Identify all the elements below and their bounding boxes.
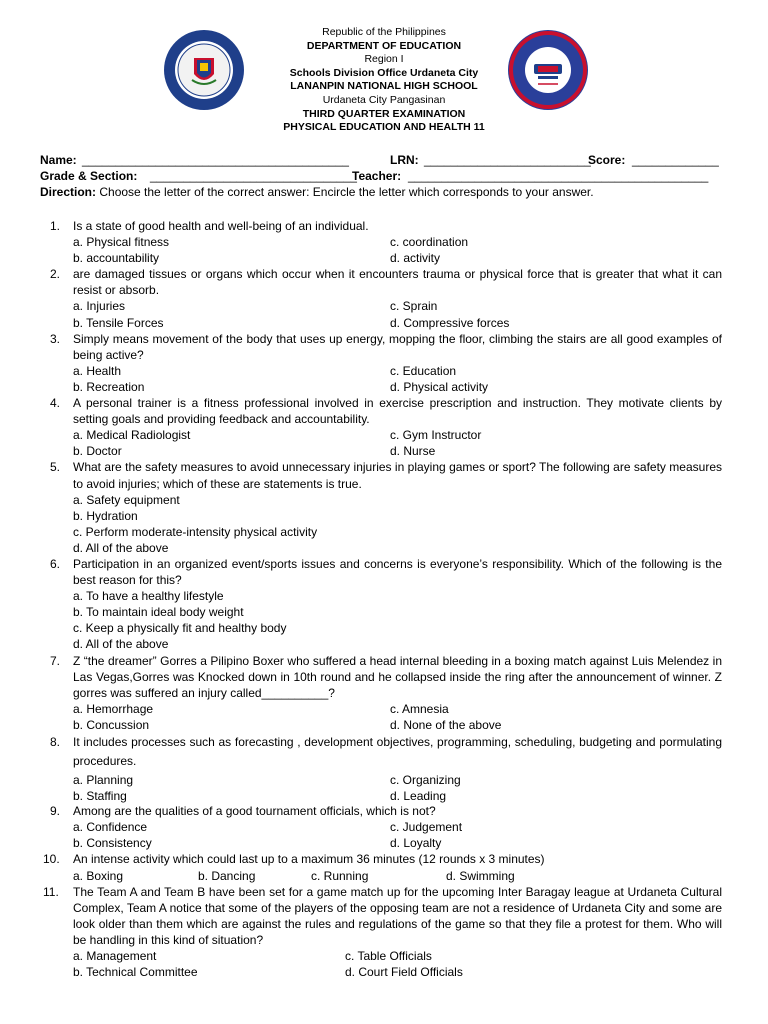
answer-choice[interactable]: a. Physical fitness (73, 235, 170, 250)
division-line: Schools Division Office Urdaneta City (289, 66, 479, 79)
name-field[interactable]: ________________________________________ (82, 153, 349, 167)
school-name: LANANPIN NATIONAL HIGH SCHOOL (290, 80, 478, 93)
question-number: 4. (50, 396, 61, 411)
department-line: DEPARTMENT OF EDUCATION (306, 39, 462, 52)
answer-choice[interactable]: c. Table Officials (345, 949, 432, 964)
lrn-label: LRN: (390, 153, 419, 167)
answer-choice[interactable]: c. Education (390, 363, 457, 378)
question-number: 7. (50, 653, 61, 668)
question-text: Among are the qualities of a good tournament officials, which is not? (73, 804, 436, 819)
region-line: Region I (364, 53, 404, 66)
question-text: Simply means movement of the body that uses up energy, mopping the floor, climbing the stairs are all good examples of being active? (73, 331, 722, 362)
teacher-label: Teacher: (352, 169, 402, 183)
answer-choice[interactable]: d. Leading (390, 789, 447, 804)
answer-choice[interactable]: c. Perform moderate-intensity physical activity (73, 524, 318, 539)
question-item (40, 459, 722, 556)
student-info (40, 152, 730, 200)
question-item (40, 653, 722, 733)
question-item (40, 884, 722, 981)
question-text: Participation in an organized event/sports issues and concerns is everyone’s responsibility. Which of the following is the best reason for this? (73, 556, 722, 588)
answer-choice[interactable]: b. Doctor (73, 444, 122, 459)
answer-choice[interactable]: d. Compressive forces (390, 315, 510, 330)
question-number: 6. (50, 556, 61, 571)
answer-choice[interactable]: c. Keep a physically fit and healthy body (73, 621, 287, 636)
answer-choice[interactable]: b. Consistency (73, 836, 152, 851)
question-item (40, 331, 722, 395)
answer-choice[interactable]: b. Technical Committee (73, 965, 198, 980)
name-label: Name: (40, 153, 77, 167)
question-item (40, 733, 722, 803)
answer-choice[interactable]: d. Nurse (390, 444, 436, 459)
question-item (40, 266, 722, 330)
question-item (40, 556, 722, 653)
question-text: are damaged tissues or organs which occur when it encounters trauma or physical force that is greater that what it can resist or absorb. (73, 267, 722, 298)
question-item (40, 803, 722, 851)
question-text: The Team A and Team B have been set for a game match up for the upcoming Inter Baragay league at Urdaneta Cultural Complex, Team A notice that some of the players of the opposing team are not a residence of Urdaneta City and some are look older than them which are against the rules and regulations of the game so that they file a protest for them. Who will be handling in this kind of situation? (73, 884, 722, 947)
lrn-field[interactable]: _________________________ (424, 153, 591, 167)
answer-choice[interactable]: b. Recreation (73, 379, 145, 394)
answer-choice[interactable]: c. Judgement (390, 820, 463, 835)
answer-choice[interactable]: a. Management (73, 949, 157, 964)
answer-choice[interactable]: b. To maintain ideal body weight (73, 605, 244, 620)
question-list (40, 218, 722, 980)
answer-choice[interactable]: a. Safety equipment (73, 492, 180, 507)
exam-title: THIRD QUARTER EXAMINATION (302, 107, 466, 120)
answer-choice[interactable]: b. accountability (73, 251, 160, 266)
grade-section-field[interactable]: _______________________________ (150, 169, 357, 183)
school-address: Urdaneta City Pangasinan (322, 93, 446, 106)
question-text: Is a state of good health and well-being of an individual. (73, 219, 369, 233)
answer-choice[interactable]: c. Running (311, 868, 369, 883)
question-text: An intense activity which could last up to a maximum 36 minutes (12 rounds x 3 minutes) (73, 852, 545, 867)
answer-choice[interactable]: b. Concussion (73, 717, 150, 732)
grade-section-label: Grade & Section: (40, 169, 138, 183)
answer-choice[interactable]: d. All of the above (73, 637, 169, 652)
question-text: Z “the dreamer” Gorres a Pilipino Boxer who suffered a head internal bleeding in a boxing match against Luis Melendez in Las Vegas,Gorres was Knocked down in 10th round and he collapsed inside the ring after the announcement of winner. Z gorres was suffered an injury called__________? (73, 653, 722, 700)
answer-choice[interactable]: c. Amnesia (390, 701, 449, 716)
letterhead (0, 26, 768, 135)
question-number: 3. (50, 331, 61, 346)
question-number: 9. (50, 804, 61, 819)
question-number: 10. (43, 852, 60, 867)
answer-choice[interactable]: d. Court Field Officials (345, 965, 463, 980)
question-number: 2. (50, 267, 61, 282)
answer-choice[interactable]: c. Sprain (390, 299, 438, 314)
answer-choice[interactable]: a. Hemorrhage (73, 701, 154, 716)
question-number: 11. (43, 884, 59, 899)
question-item (40, 395, 722, 459)
answer-choice[interactable]: b. Dancing (198, 868, 256, 883)
answer-choice[interactable]: a. Confidence (73, 820, 148, 835)
answer-choice[interactable]: a. Boxing (73, 868, 124, 883)
answer-choice[interactable]: a. To have a healthy lifestyle (73, 589, 224, 604)
republic-line: Republic of the Philippines (322, 26, 446, 38)
direction-label: Direction: (40, 185, 97, 199)
answer-choice[interactable]: d. None of the above (390, 717, 502, 732)
answer-choice[interactable]: d. Physical activity (390, 379, 489, 394)
answer-choice[interactable]: c. Gym Instructor (390, 428, 482, 443)
answer-choice[interactable]: d. activity (390, 251, 441, 266)
answer-choice[interactable]: d. All of the above (73, 540, 169, 555)
answer-choice[interactable]: a. Health (73, 363, 122, 378)
answer-choice[interactable]: a. Medical Radiologist (73, 428, 191, 443)
answer-choice[interactable]: b. Tensile Forces (73, 315, 164, 330)
answer-choice[interactable]: b. Staffing (73, 789, 127, 804)
question-number: 5. (50, 460, 61, 475)
question-text: A personal trainer is a fitness professional involved in exercise prescription and instruction. They motivate clients by setting goals and providing feedback and accountability. (73, 396, 722, 427)
answer-choice[interactable]: a. Planning (73, 773, 134, 787)
question-number: 1. (50, 219, 61, 233)
answer-choice[interactable]: c. coordination (390, 235, 469, 250)
direction-text: Choose the letter of the correct answer: Encircle the letter which corresponds to your answer. (96, 185, 594, 199)
teacher-field[interactable]: _____________________________________________ (408, 169, 709, 183)
score-field[interactable]: _____________ (632, 153, 719, 167)
question-item (40, 218, 722, 266)
answer-choice[interactable]: d. Swimming (446, 868, 515, 883)
question-text: What are the safety measures to avoid unnecessary injuries in playing games or sport? The following are safety measures to avoid injuries; which of these are statements is true. (73, 460, 722, 491)
question-text: It includes processes such as forecasting , development objectives, programming, scheduling, budgeting and pormulating procedures. (73, 735, 722, 768)
subject-title: PHYSICAL EDUCATION AND HEALTH 11 (283, 121, 485, 134)
answer-choice[interactable]: a. Injuries (73, 299, 126, 314)
question-number: 8. (50, 735, 61, 749)
answer-choice[interactable]: b. Hydration (73, 508, 138, 523)
score-label: Score: (588, 153, 626, 167)
answer-choice[interactable]: d. Loyalty (390, 836, 442, 851)
question-item (40, 851, 722, 883)
answer-choice[interactable]: c. Organizing (390, 773, 461, 787)
